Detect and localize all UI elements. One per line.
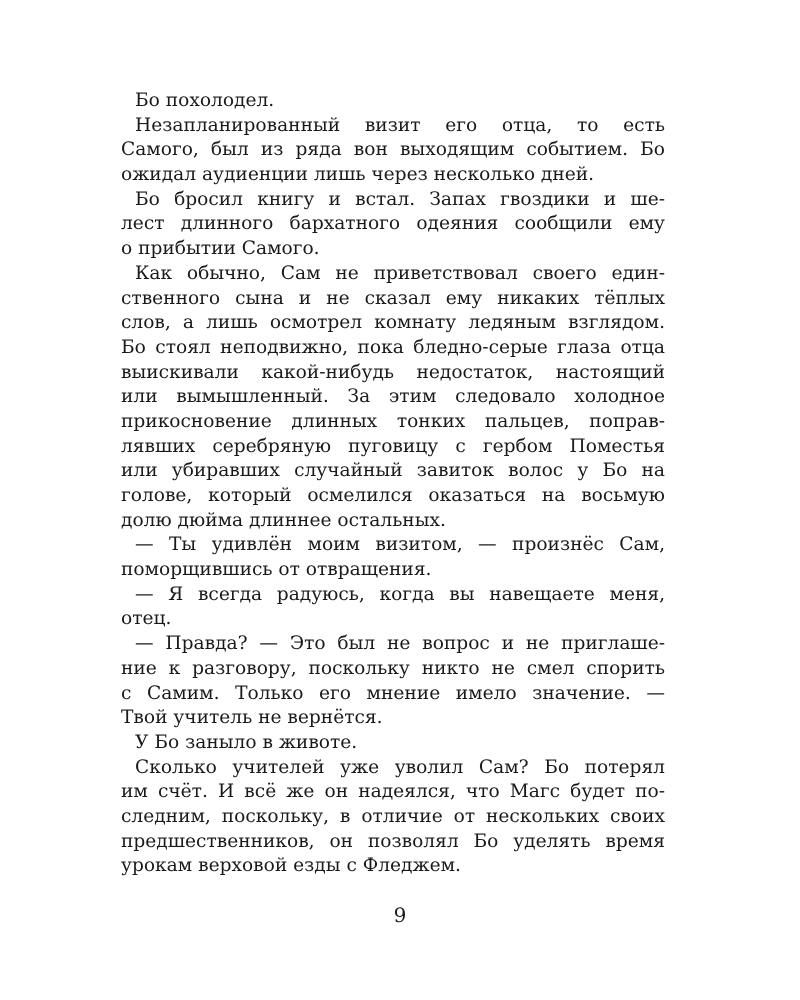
- text-line: — Правда? — Это был не вопрос и не приглаше-: [135, 633, 665, 655]
- text-line: поморщившись от отвращения.: [121, 559, 432, 581]
- text-line: им счёт. И всё же он надеялся, что Магс будет по-: [121, 781, 665, 803]
- text-line: Сколько учителей уже уволил Сам? Бо потерял: [135, 756, 665, 778]
- text-line: Как обычно, Сам не приветствовал своего един-: [135, 262, 665, 284]
- text-line: слов, а лишь осмотрел комнату ледяным взглядом.: [121, 312, 665, 334]
- text-line: голове, который осмелился оказаться на восьмую: [121, 485, 665, 506]
- text-line: — Ты удивлён моим визитом, — произнёс Сам,: [135, 534, 665, 556]
- text-line: прикосновение длинных тонких пальцев, поправ-: [121, 410, 665, 432]
- text-line: Твой учитель не вернётся.: [121, 707, 383, 729]
- text-line: или вымышленный. За этим следовало холодное: [121, 386, 665, 408]
- text-line: ние к разговору, поскольку никто не смел спорить: [121, 657, 665, 679]
- text-line: — Я всегда радуюсь, когда вы навещаете меня,: [135, 583, 665, 605]
- text-line: выискивали какой-нибудь недостаток, настоящий: [121, 361, 665, 383]
- text-line: отец.: [121, 608, 172, 630]
- text-line: Бо бросил книгу и встал. Запах гвоздики и ше-: [135, 188, 665, 210]
- text-line: долю дюйма длиннее остальных.: [121, 509, 446, 531]
- text-line: следним, поскольку, в отличие от нескольких своих: [121, 805, 665, 827]
- text-line: У Бо заныло в животе.: [135, 731, 358, 753]
- text-line: Самого, был из ряда вон выходящим событием. Бо: [121, 139, 665, 161]
- text-line: лест длинного бархатного одеяния сообщили ему: [121, 213, 665, 235]
- text-line: предшественников, он позволял Бо уделять время: [121, 830, 665, 852]
- text-line: лявших серебряную пуговицу с гербом Поместья: [121, 435, 665, 457]
- text-line: о прибытии Самого.: [121, 238, 320, 260]
- text-line: Незапланированный визит его отца, то есть: [135, 114, 665, 136]
- text-line: Бо стоял неподвижно, пока бледно-серые глаза отца: [121, 336, 665, 358]
- text-line: или убиравших случайный завиток волос у Бо на: [121, 460, 665, 482]
- page-number: 9: [393, 903, 407, 927]
- text-line: ожидал аудиенции лишь через несколько дней.: [121, 164, 595, 186]
- text-line: ственного сына и не сказал ему никаких тёплых: [121, 287, 665, 309]
- body-text: [121, 89, 665, 879]
- text-line: урокам верховой езды с Фледжем.: [121, 855, 461, 877]
- text-line: Бо похолодел.: [135, 90, 275, 111]
- text-line: с Самим. Только его мнение имело значение. —: [121, 682, 665, 704]
